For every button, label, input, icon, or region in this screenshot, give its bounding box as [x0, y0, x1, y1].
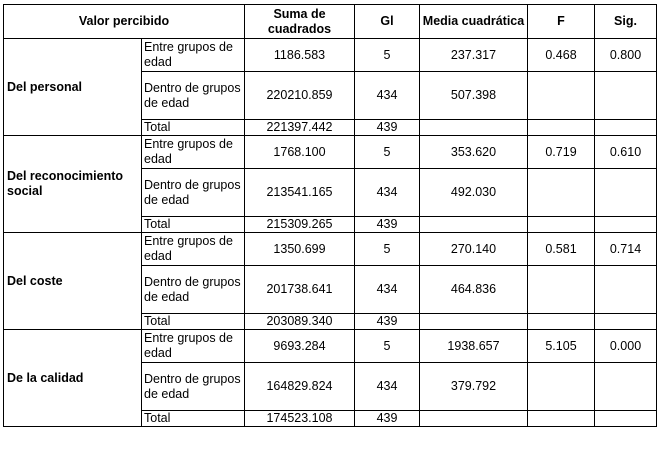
row-label: Total — [142, 314, 245, 330]
cell-sig — [595, 120, 657, 136]
cell-ss: 221397.442 — [245, 120, 355, 136]
cell-sig — [595, 217, 657, 233]
row-label: Entre grupos de edad — [142, 136, 245, 169]
cell-f: 5.105 — [528, 330, 595, 363]
row-label: Total — [142, 411, 245, 427]
cell-ss: 203089.340 — [245, 314, 355, 330]
cell-gl: 5 — [355, 136, 420, 169]
cell-gl: 439 — [355, 120, 420, 136]
cell-sig — [595, 169, 657, 217]
cell-gl: 5 — [355, 233, 420, 266]
cell-f — [528, 266, 595, 314]
cell-gl: 439 — [355, 314, 420, 330]
group-label: De la calidad — [4, 330, 142, 427]
cell-sig: 0.800 — [595, 39, 657, 72]
cell-ms — [420, 120, 528, 136]
cell-ss: 174523.108 — [245, 411, 355, 427]
cell-ms — [420, 217, 528, 233]
cell-gl: 434 — [355, 169, 420, 217]
cell-gl: 434 — [355, 72, 420, 120]
table-row — [4, 136, 657, 169]
row-label: Dentro de grupos de edad — [142, 363, 245, 411]
cell-sig — [595, 314, 657, 330]
cell-ss: 1186.583 — [245, 39, 355, 72]
cell-gl: 434 — [355, 363, 420, 411]
header-gl: Gl — [355, 5, 420, 39]
cell-ss: 213541.165 — [245, 169, 355, 217]
row-label: Entre grupos de edad — [142, 39, 245, 72]
row-label: Dentro de grupos de edad — [142, 169, 245, 217]
cell-sig: 0.714 — [595, 233, 657, 266]
cell-ms: 1938.657 — [420, 330, 528, 363]
cell-ss: 1350.699 — [245, 233, 355, 266]
cell-ms: 464.836 — [420, 266, 528, 314]
cell-f — [528, 169, 595, 217]
anova-table — [3, 4, 657, 427]
cell-ss: 220210.859 — [245, 72, 355, 120]
cell-ms: 353.620 — [420, 136, 528, 169]
cell-sig: 0.610 — [595, 136, 657, 169]
cell-f — [528, 314, 595, 330]
cell-ss: 201738.641 — [245, 266, 355, 314]
cell-f — [528, 120, 595, 136]
row-label: Dentro de grupos de edad — [142, 72, 245, 120]
cell-ss: 9693.284 — [245, 330, 355, 363]
cell-gl: 434 — [355, 266, 420, 314]
header-row — [4, 5, 657, 39]
group-label: Del coste — [4, 233, 142, 330]
cell-f: 0.581 — [528, 233, 595, 266]
cell-gl: 5 — [355, 330, 420, 363]
cell-sig — [595, 266, 657, 314]
cell-ss: 215309.265 — [245, 217, 355, 233]
cell-sig: 0.000 — [595, 330, 657, 363]
table-row — [4, 39, 657, 72]
cell-f: 0.468 — [528, 39, 595, 72]
cell-gl: 5 — [355, 39, 420, 72]
cell-f — [528, 411, 595, 427]
row-label: Total — [142, 120, 245, 136]
cell-f — [528, 72, 595, 120]
row-label: Dentro de grupos de edad — [142, 266, 245, 314]
cell-ms: 379.792 — [420, 363, 528, 411]
cell-sig — [595, 363, 657, 411]
cell-f — [528, 363, 595, 411]
row-label: Total — [142, 217, 245, 233]
cell-sig — [595, 72, 657, 120]
cell-ss: 164829.824 — [245, 363, 355, 411]
header-valor-percibido: Valor percibido — [4, 5, 245, 39]
cell-ms: 237.317 — [420, 39, 528, 72]
cell-f: 0.719 — [528, 136, 595, 169]
cell-ms: 270.140 — [420, 233, 528, 266]
header-media-cuadratica: Media cuadrática — [420, 5, 528, 39]
cell-gl: 439 — [355, 217, 420, 233]
cell-ms: 492.030 — [420, 169, 528, 217]
table-row — [4, 330, 657, 363]
header-suma-cuadrados: Suma de cuadrados — [245, 5, 355, 39]
group-label: Del reconocimiento social — [4, 136, 142, 233]
cell-ms — [420, 314, 528, 330]
header-f: F — [528, 5, 595, 39]
cell-ms: 507.398 — [420, 72, 528, 120]
table-row — [4, 233, 657, 266]
cell-gl: 439 — [355, 411, 420, 427]
group-label: Del personal — [4, 39, 142, 136]
cell-f — [528, 217, 595, 233]
cell-ss: 1768.100 — [245, 136, 355, 169]
header-sig: Sig. — [595, 5, 657, 39]
row-label: Entre grupos de edad — [142, 233, 245, 266]
row-label: Entre grupos de edad — [142, 330, 245, 363]
cell-sig — [595, 411, 657, 427]
cell-ms — [420, 411, 528, 427]
